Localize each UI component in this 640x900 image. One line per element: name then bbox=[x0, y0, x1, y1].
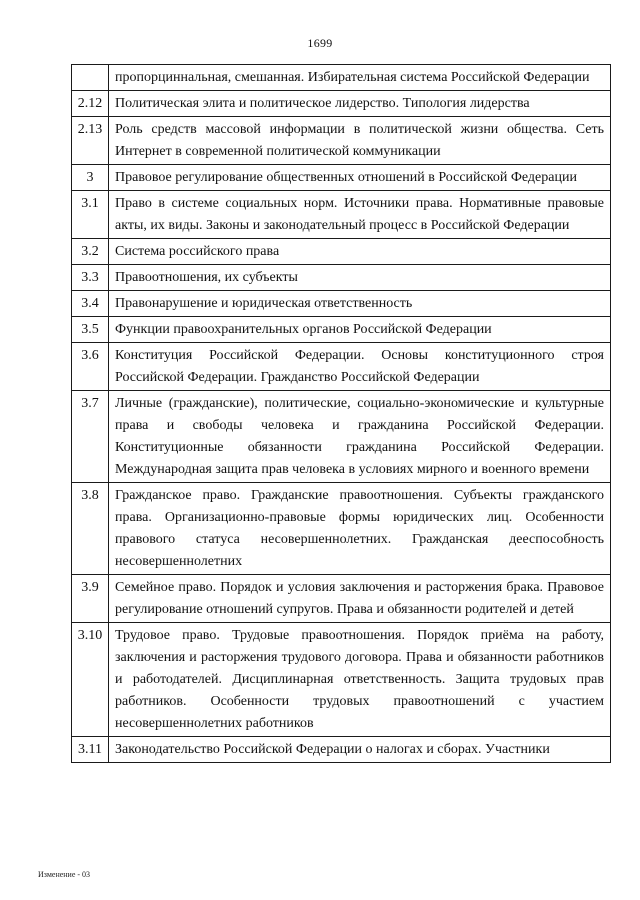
row-topic: Правонарушение и юридическая ответственность bbox=[109, 291, 611, 317]
row-number: 3.10 bbox=[72, 623, 109, 737]
table-row bbox=[72, 391, 611, 483]
table-body bbox=[72, 65, 611, 763]
row-topic: Личные (гражданские), политические, социально-экономические и культурные права и свободы человека и гражданина Российской Федерации. Конституционные обязанности гражданина Российской Федерации. Международная защита прав человека в условиях мирного и военного времени bbox=[109, 391, 611, 483]
row-number: 2.13 bbox=[72, 117, 109, 165]
row-number bbox=[72, 65, 109, 91]
row-number: 3.3 bbox=[72, 265, 109, 291]
row-topic: Трудовое право. Трудовые правоотношения. Порядок приёма на работу, заключения и расторжения трудового договора. Права и обязанности работников и работодателей. Дисциплинарная ответственность. Защита трудовых прав работников. Особенности трудовых правоотношений с участием несовершеннолетних работников bbox=[109, 623, 611, 737]
row-topic: Система российского права bbox=[109, 239, 611, 265]
row-topic: Политическая элита и политическое лидерство. Типология лидерства bbox=[109, 91, 611, 117]
row-number: 3.1 bbox=[72, 191, 109, 239]
table-row bbox=[72, 291, 611, 317]
row-number: 3.6 bbox=[72, 343, 109, 391]
table-row bbox=[72, 317, 611, 343]
row-topic: Право в системе социальных норм. Источники права. Нормативные правовые акты, их виды. Законы и законодательный процесс в Российской Федерации bbox=[109, 191, 611, 239]
row-topic: пропорциннальная, смешанная. Избирательная система Российской Федерации bbox=[109, 65, 611, 91]
row-number: 3.11 bbox=[72, 737, 109, 763]
footer-revision-note: Изменение - 03 bbox=[38, 870, 91, 879]
table-row bbox=[72, 191, 611, 239]
row-number: 3 bbox=[72, 165, 109, 191]
row-number: 3.4 bbox=[72, 291, 109, 317]
row-topic: Функции правоохранительных органов Российской Федерации bbox=[109, 317, 611, 343]
row-topic: Семейное право. Порядок и условия заключения и расторжения брака. Правовое регулирование отношений супругов. Права и обязанности родителей и детей bbox=[109, 575, 611, 623]
row-topic: Правоотношения, их субъекты bbox=[109, 265, 611, 291]
row-number: 3.7 bbox=[72, 391, 109, 483]
table-row bbox=[72, 343, 611, 391]
table-row bbox=[72, 623, 611, 737]
row-number: 2.12 bbox=[72, 91, 109, 117]
row-number: 3.9 bbox=[72, 575, 109, 623]
row-topic: Роль средств массовой информации в политической жизни общества. Сеть Интернет в современной политической коммуникации bbox=[109, 117, 611, 165]
content-table bbox=[71, 64, 611, 763]
table-row bbox=[72, 91, 611, 117]
table-row bbox=[72, 65, 611, 91]
row-topic: Конституция Российской Федерации. Основы конституционного строя Российской Федерации. Гражданство Российской Федерации bbox=[109, 343, 611, 391]
row-topic: Правовое регулирование общественных отношений в Российской Федерации bbox=[109, 165, 611, 191]
table-row bbox=[72, 165, 611, 191]
row-number: 3.8 bbox=[72, 483, 109, 575]
page-number: 1699 bbox=[307, 36, 333, 50]
row-number: 3.5 bbox=[72, 317, 109, 343]
table-row bbox=[72, 265, 611, 291]
row-topic: Гражданское право. Гражданские правоотношения. Субъекты гражданского права. Организационно-правовые формы юридических лиц. Особенности правового статуса несовершеннолетних. Гражданская дееспособность несовершеннолетних bbox=[109, 483, 611, 575]
table-row bbox=[72, 117, 611, 165]
table-row bbox=[72, 575, 611, 623]
table-row bbox=[72, 239, 611, 265]
table-row bbox=[72, 483, 611, 575]
row-number: 3.2 bbox=[72, 239, 109, 265]
row-topic: Законодательство Российской Федерации о налогах и сборах. Участники bbox=[109, 737, 611, 763]
table-row bbox=[72, 737, 611, 763]
